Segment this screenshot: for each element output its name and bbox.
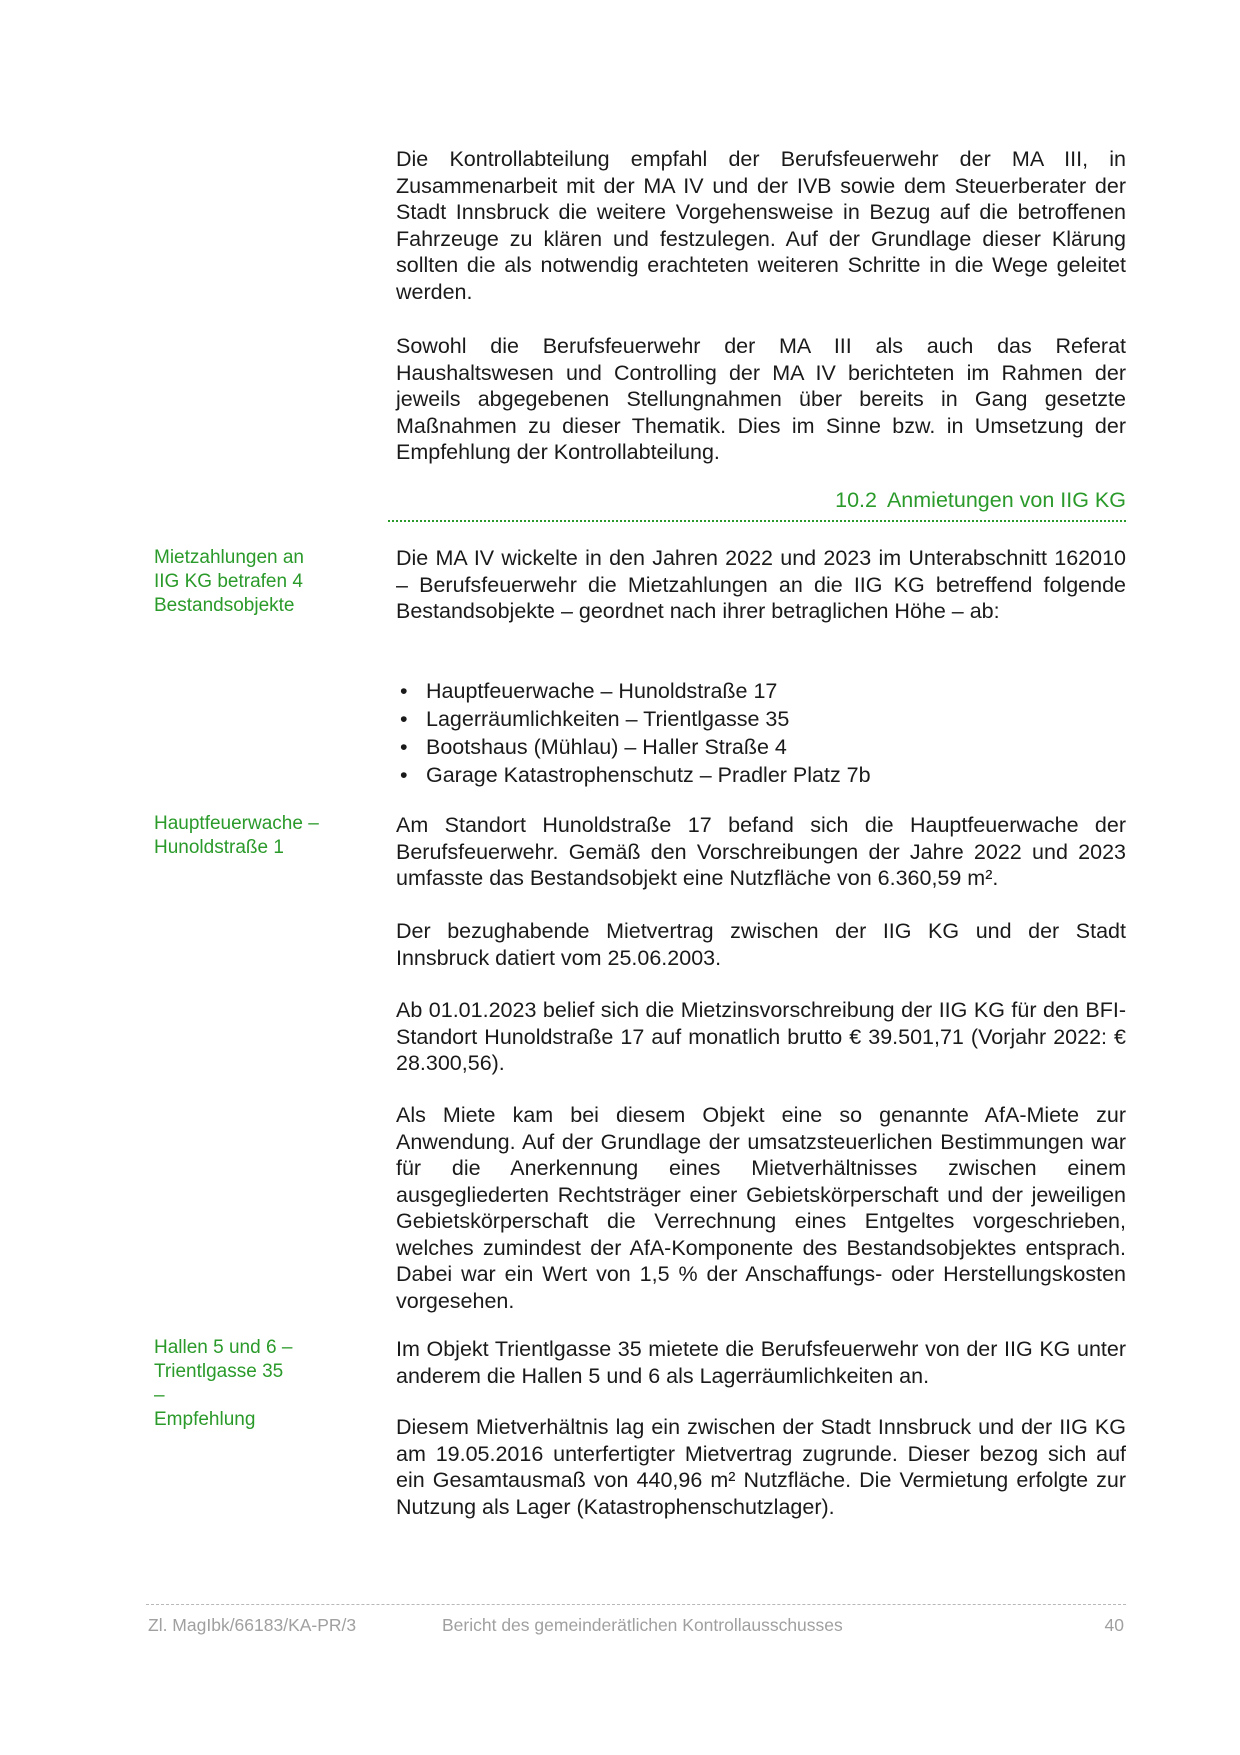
margin-note-halls [154, 1336, 354, 1432]
margin-note-line: Empfehlung [154, 1409, 256, 1430]
tg-paragraph-2: Diesem Mietverhältnis lag ein zwischen der Stadt Innsbruck und der IIG KG am 19.05.2016 unterfertigter Mietvertrag zugrunde. Dieser bezog sich auf ein Gesamtausmaß von 440,96 m² Nutzfläche. Die Vermietung erfolgte zur Nutzung als Lager (Katastrophenschutzlager). [396, 1415, 1126, 1519]
list-item: • Hauptfeuerwache – Hunoldstraße 17 [396, 677, 1126, 705]
list-item: • Garage Katastrophenschutz – Pradler Platz 7b [396, 761, 1126, 789]
hq-paragraph-4: Als Miete kam bei diesem Objekt eine so genannte AfA-Miete zur Anwendung. Auf der Grundlage der umsatzsteuerlichen Bestimmungen war für die Anerkennung eines Mietverhältnisses zwischen einem ausgegliederten Rechtsträger einer Gebietskörperschaft und der jeweiligen Gebietskörperschaft die Verrechnung eines Entgeltes vorgeschrieben, welches zumindest der AfA-Komponente des Bestandsobjektes entsprach. Dabei war ein Wert von 1,5 % der Anschaffungs- oder Herstellungskosten vorgesehen. [396, 1103, 1126, 1313]
intro-paragraph-2: Sowohl die Berufsfeuerwehr der MA III als auch das Referat Haushaltswesen und Controlling der MA IV berichteten im Rahmen der jeweils abgegebenen Stellungnahmen über bereits in Gang gesetzte Maßnahmen zu dieser Thematik. Dies im Sinne bzw. in Umsetzung der Empfehlung der Kontrollabteilung. [396, 334, 1126, 464]
page-footer [146, 1604, 1126, 1635]
list-intro-block [396, 545, 1126, 625]
margin-note-line: IIG KG betrafen 4 [154, 571, 303, 592]
tg-block-1 [396, 1336, 1126, 1389]
objects-list [396, 677, 1126, 789]
hq-block-3 [396, 997, 1126, 1077]
hq-block-2 [396, 918, 1126, 971]
margin-note-line: Hauptfeuerwache – [154, 813, 319, 834]
page-number: 40 [1104, 1615, 1124, 1635]
intro-block [396, 146, 1126, 305]
margin-note-line: Hallen 5 und 6 – [154, 1337, 293, 1358]
margin-note-line: Hunoldstraße 1 [154, 837, 284, 858]
footer-title: Bericht des gemeinderätlichen Kontrollausschusses [442, 1615, 843, 1635]
hq-paragraph-1: Am Standort Hunoldstraße 17 befand sich die Hauptfeuerwache der Berufsfeuerwehr. Gemäß den Vorschreibungen der Jahre 2022 und 2023 umfasste das Bestandsobjekt eine Nutzfläche von 6.360,59 m². [396, 813, 1126, 890]
margin-note-line: Bestandsobjekte [154, 595, 295, 616]
hq-paragraph-2: Der bezughabende Mietvertrag zwischen der IIG KG und der Stadt Innsbruck datiert vom 25.06.2003. [396, 919, 1126, 970]
margin-note-line: Mietzahlungen an [154, 547, 304, 568]
margin-note-line: – [154, 1385, 165, 1406]
intro-paragraph-1: Die Kontrollabteilung empfahl der Berufsfeuerwehr der MA III, in Zusammenarbeit mit der MA IV und der IVB sowie dem Steuerberater der Stadt Innsbruck die weitere Vorgehensweise in Bezug auf die betroffenen Fahrzeuge zu klären und festzulegen. Auf der Grundlage dieser Klärung sollten die als notwendig erachteten weiteren Schritte in die Wege geleitet werden. [396, 147, 1126, 304]
section-heading [388, 486, 1126, 522]
hq-paragraph-3: Ab 01.01.2023 belief sich die Mietzinsvorschreibung der IIG KG für den BFI-Standort Hunoldstraße 17 auf monatlich brutto € 39.501,71 (Vorjahr 2022: € 28.300,56). [396, 998, 1126, 1075]
hq-block-4 [396, 1102, 1126, 1314]
margin-note-rent-payments [154, 546, 354, 618]
list-item: • Lagerräumlichkeiten – Trientlgasse 35 [396, 705, 1126, 733]
tg-paragraph-1: Im Objekt Trientlgasse 35 mietete die Berufsfeuerwehr von der IIG KG unter anderem die Hallen 5 und 6 als Lagerräumlichkeiten an. [396, 1337, 1126, 1388]
intro-block-2 [396, 333, 1126, 466]
margin-note-line: Trientlgasse 35 [154, 1361, 284, 1382]
footer-reference: Zl. MagIbk/66183/KA-PR/3 [148, 1615, 357, 1635]
hq-block-1 [396, 812, 1126, 892]
objects-list-block [396, 677, 1126, 789]
margin-note-headquarters [154, 812, 354, 860]
list-item: • Bootshaus (Mühlau) – Haller Straße 4 [396, 733, 1126, 761]
list-intro-paragraph: Die MA IV wickelte in den Jahren 2022 und 2023 im Unterabschnitt 162010 – Berufsfeuerwehr die Mietzahlungen an die IIG KG betreffend folgende Bestandsobjekte – geordnet nach ihrer betraglichen Höhe – ab: [396, 546, 1126, 623]
tg-block-2 [396, 1414, 1126, 1520]
section-title: Anmietungen von IIG KG [886, 488, 1126, 512]
section-number: 10.2 [835, 488, 877, 512]
